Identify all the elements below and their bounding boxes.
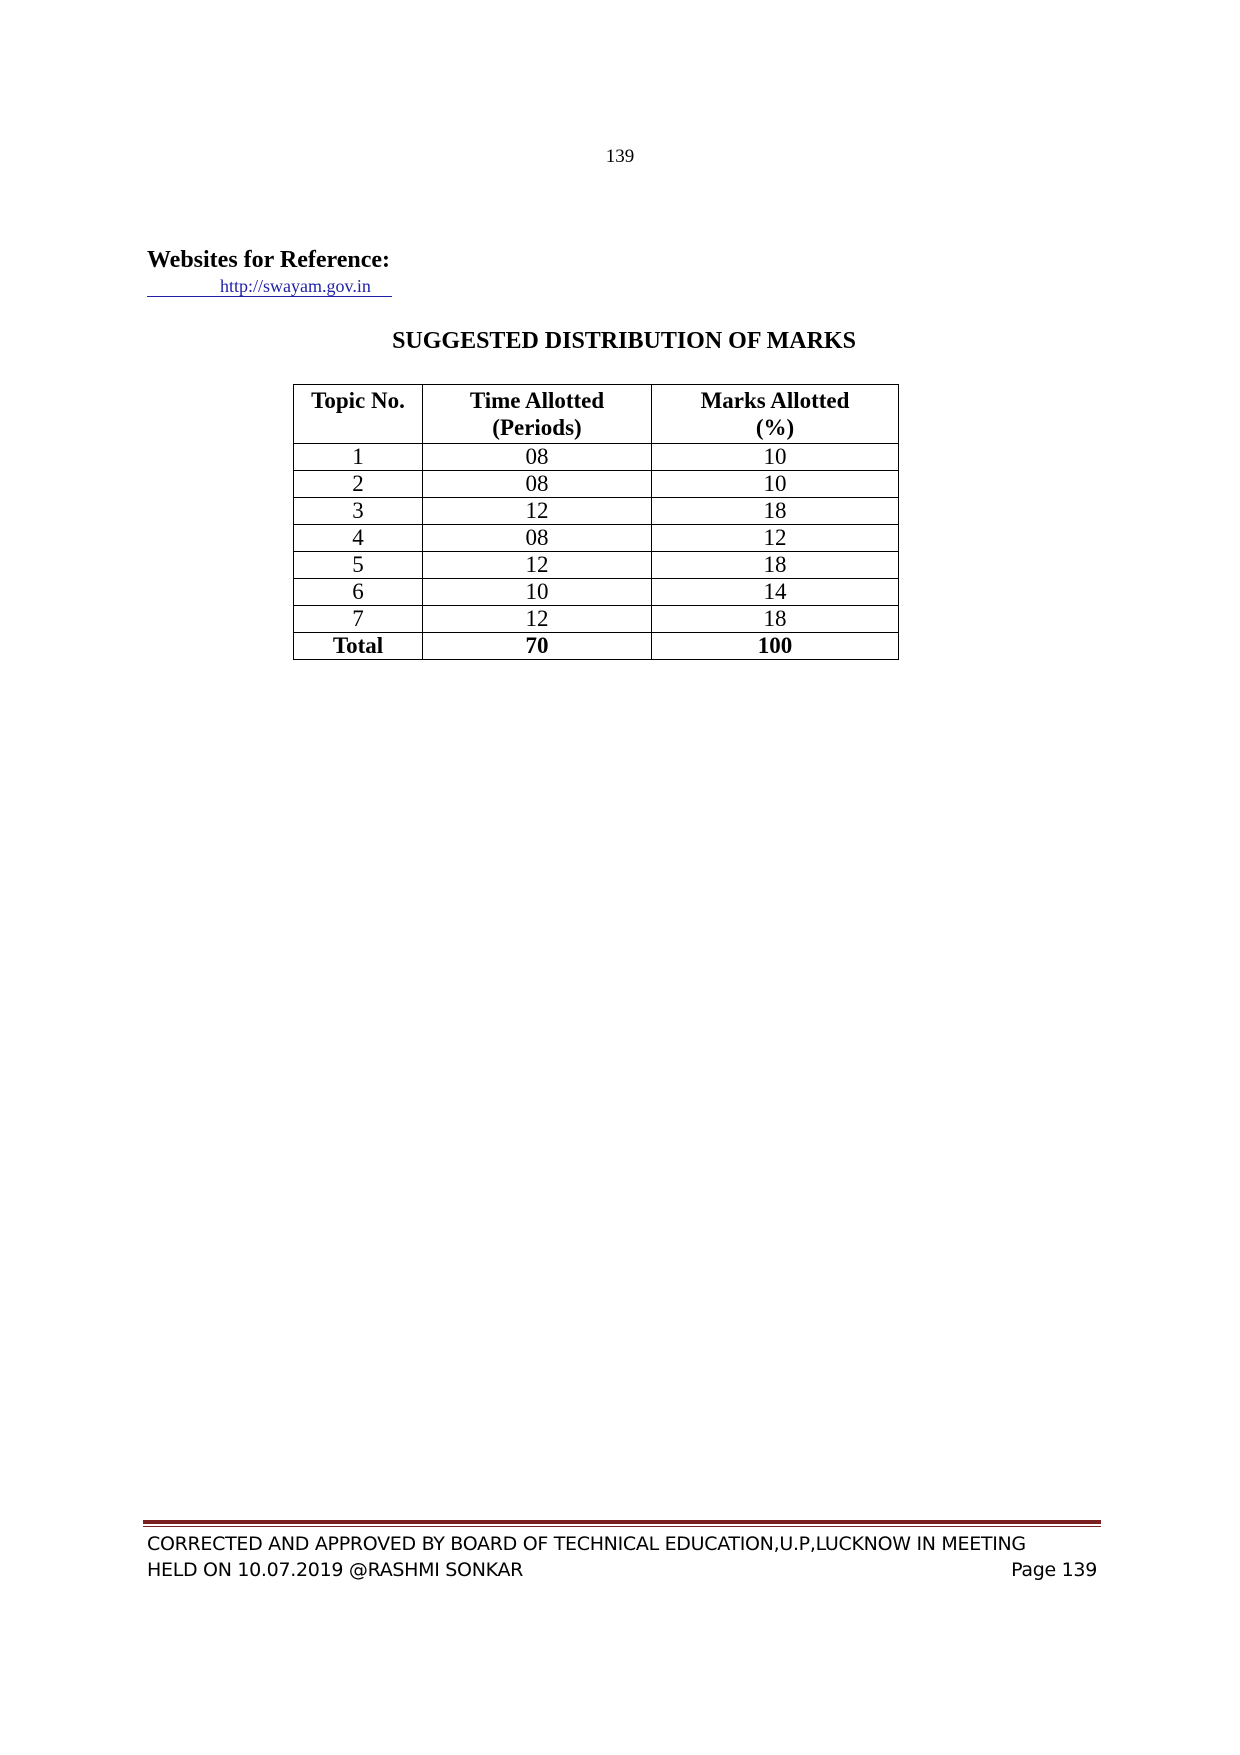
marks-cell: 18: [652, 498, 899, 525]
header-marks-line2: (%): [755, 415, 795, 440]
time-cell: 08: [423, 444, 652, 471]
total-time-cell: 70: [423, 633, 652, 660]
distribution-title: SUGGESTED DISTRIBUTION OF MARKS: [392, 328, 856, 354]
time-cell: 08: [423, 525, 652, 552]
footer-line1: CORRECTED AND APPROVED BY BOARD OF TECHNICAL EDUCATION,U.P,LUCKNOW IN MEETING: [147, 1533, 1026, 1555]
topic-cell: 6: [294, 579, 423, 606]
topic-cell: 3: [294, 498, 423, 525]
total-label-cell: Total: [294, 633, 423, 660]
references-section: [147, 246, 392, 297]
table-row: [294, 498, 899, 525]
time-cell: 12: [423, 552, 652, 579]
header-marks-allotted: [652, 385, 899, 444]
reference-link[interactable]: http://swayam.gov.in: [147, 276, 392, 297]
marks-cell: 10: [652, 471, 899, 498]
table-row: [294, 606, 899, 633]
header-topic-no: Topic No.: [294, 385, 423, 444]
time-cell: 10: [423, 579, 652, 606]
table-row: [294, 552, 899, 579]
footer-page-label: Page 139: [1011, 1559, 1097, 1581]
topic-cell: 2: [294, 471, 423, 498]
marks-distribution-table: [293, 384, 899, 660]
marks-cell: 10: [652, 444, 899, 471]
topic-cell: 1: [294, 444, 423, 471]
table-header-row: [294, 385, 899, 444]
table-row: [294, 579, 899, 606]
time-cell: 12: [423, 498, 652, 525]
topic-cell: 7: [294, 606, 423, 633]
time-cell: 08: [423, 471, 652, 498]
topic-cell: 4: [294, 525, 423, 552]
header-time-line1: Time Allotted: [469, 388, 605, 413]
footer-divider: [143, 1520, 1101, 1527]
table-total-row: [294, 633, 899, 660]
page-number-top: 139: [605, 146, 635, 167]
marks-cell: 14: [652, 579, 899, 606]
table-row: [294, 444, 899, 471]
header-time-allotted: [423, 385, 652, 444]
marks-cell: 18: [652, 606, 899, 633]
footer-line2: HELD ON 10.07.2019 @RASHMI SONKAR: [147, 1559, 524, 1581]
header-time-line2: (Periods): [492, 415, 582, 440]
total-marks-cell: 100: [652, 633, 899, 660]
footer-line2-row: [147, 1557, 1097, 1583]
table-row: [294, 525, 899, 552]
table-row: [294, 471, 899, 498]
marks-cell: 18: [652, 552, 899, 579]
header-marks-line1: Marks Allotted: [700, 388, 850, 413]
topic-cell: 5: [294, 552, 423, 579]
references-heading: Websites for Reference:: [147, 247, 391, 273]
time-cell: 12: [423, 606, 652, 633]
marks-cell: 12: [652, 525, 899, 552]
footer: [147, 1531, 1097, 1583]
